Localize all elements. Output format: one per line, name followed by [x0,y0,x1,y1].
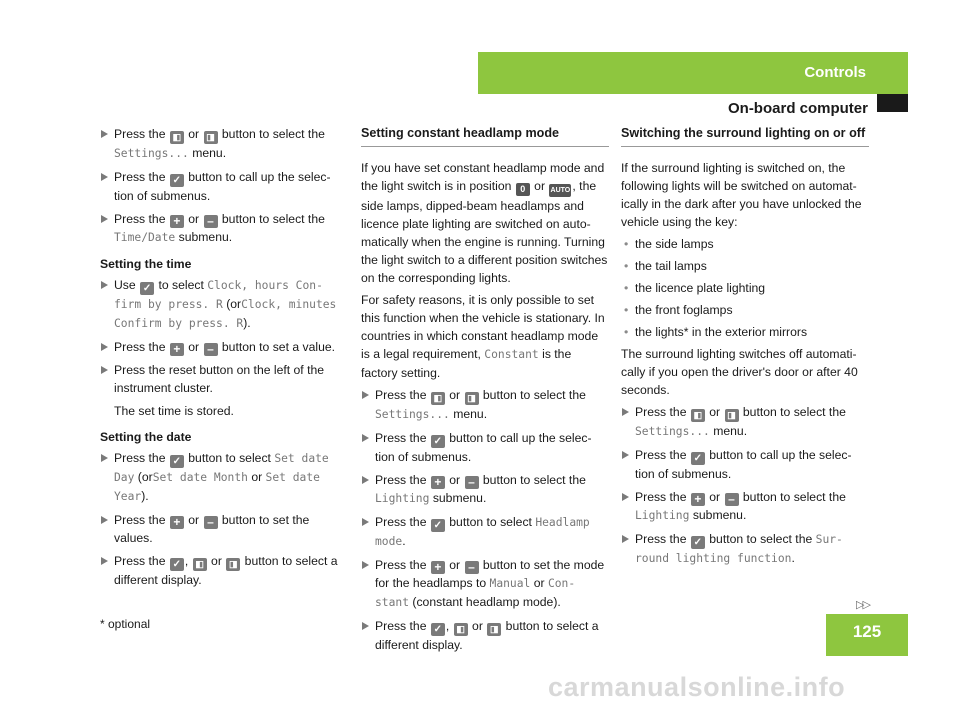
menu-name: Manual [489,577,531,590]
step-call-submenus [100,168,348,205]
text: or [709,490,721,504]
text: Press the [114,212,166,226]
next-button-icon: ◨ [465,392,479,405]
continued-arrows-icon: ▷▷ [856,599,869,611]
text: or [188,212,200,226]
heading-constant-headlamp: Setting constant headlamp mode [361,126,560,140]
plus-button-icon: + [691,493,705,506]
column-1 [100,125,348,594]
plus-button-icon: + [170,516,184,529]
watermark: carmanualsonline.info [548,672,846,702]
text: (or [226,297,242,311]
menu-name: Con- stant [375,577,576,609]
step-select-surround [621,530,869,568]
text: Press the [375,431,427,445]
plus-button-icon: + [431,476,445,489]
header-marker [877,94,908,112]
text: button to call up the selec- tion of submenus. [114,170,331,203]
checkmark-button-icon: ✓ [170,455,184,468]
text: or [188,340,200,354]
text: (constant headlamp mode). [412,595,561,609]
next-button-icon: ◨ [204,131,218,144]
page-title: On-board computer [727,100,868,117]
step-date-set [100,511,348,547]
menu-name: Set date Day [114,452,329,484]
heading-rule [361,146,609,147]
text: Press the [375,619,427,633]
text: button to select the [482,473,586,487]
step-select-settings [621,403,869,441]
optional-footnote: * optional [100,617,151,631]
previous-button-icon: ◧ [170,131,184,144]
text: Press the [635,490,687,504]
step-time-set [100,338,348,356]
text: button to select the [221,127,325,141]
step-select-settings [100,125,348,163]
section-label: Controls [804,64,866,81]
paragraph-intro: If the surround lighting is switched on, the following lights will be switched on automat- ically in the dark after you have unlocked the vehicle using the key: [621,161,862,229]
checkmark-button-icon: ✓ [431,623,445,636]
text: Press the reset button on the left of the instrument cluster. [114,363,325,395]
step-time-reset [100,361,348,397]
menu-name: Set date Year [114,471,320,503]
list-item: • the lights* in the exterior mirrors [621,323,869,341]
text: or [188,127,200,141]
text: . [402,534,406,548]
next-button-icon: ◨ [226,558,240,571]
text: or [533,576,545,590]
text: or [449,558,461,572]
text: or [188,513,200,527]
subheading-date: Setting the date [100,430,192,444]
text: submenu. [432,491,487,505]
text: or [449,473,461,487]
text: Use [114,278,136,292]
list-item: • the side lamps [621,235,869,253]
plus-button-icon: + [431,561,445,574]
heading-rule [621,146,869,147]
checkmark-button-icon: ✓ [431,435,445,448]
menu-name: Clock, hours Con- firm by press. R [114,279,323,311]
previous-button-icon: ◧ [454,623,468,636]
text: button to select [449,515,532,529]
list-item: • the licence plate lighting [621,279,869,297]
page-number: 125 [852,622,882,641]
0-light-switch-icon: 0 [516,183,530,196]
text: is the factory setting. [361,347,572,380]
text: Press the [375,473,427,487]
step-select-headlamp-mode [361,513,609,551]
menu-name: Settings... [635,425,710,438]
menu-name: Lighting [375,492,430,505]
section-tab [478,52,908,94]
text: button to set a value. [221,340,336,354]
text: Press the [635,532,687,546]
paragraph-auto-off: The surround lighting switches off automati- cally if you open the driver's door or after 40 seconds. [621,347,858,397]
text: button to select [188,451,271,465]
menu-name: Set date Month [152,471,248,484]
checkmark-button-icon: ✓ [691,536,705,549]
menu-name: Time/Date [114,231,176,244]
list-item: • the tail lamps [621,257,869,275]
checkmark-button-icon: ✓ [691,452,705,465]
text: ). [141,489,149,503]
step-time-select [100,276,348,333]
previous-button-icon: ◧ [691,409,705,422]
text: Press the [375,515,427,529]
checkmark-button-icon: ✓ [140,282,154,295]
list-item: • the front foglamps [621,301,869,319]
AUTO-light-switch-icon: AUTO [549,184,571,197]
paragraph-intro [361,159,609,287]
text: or [709,405,721,419]
text: If you have set constant headlamp mode and the light switch is in position [361,161,605,193]
column-2 [361,125,609,659]
text: button to select the [742,490,846,504]
text: or [534,179,546,193]
text: menu. [453,407,488,421]
step-select-display [361,617,609,654]
checkmark-button-icon: ✓ [170,174,184,187]
text: submenu. [178,230,233,244]
text: button to select the [709,532,813,546]
previous-button-icon: ◧ [431,392,445,405]
text: button to set the mode for the headlamps to [375,558,605,590]
step-date-display [100,552,348,589]
menu-name: Settings... [114,147,189,160]
text: menu. [192,146,227,160]
menu-name: Sur- round lighting function [635,533,843,565]
step-select-submenu [100,210,348,247]
next-button-icon: ◨ [487,623,501,636]
text: Press the [114,451,166,465]
text: For safety reasons, it is only possible to set this function when the vehicle is stationary. In countries in which constant headlamp mode is a legal requirement, [361,293,605,361]
minus-button-icon: – [204,516,218,529]
menu-name: Constant [484,348,539,361]
time-stored-note: The set time is stored. [114,404,234,418]
text: Press the [114,554,166,568]
text: Press the [375,388,427,402]
checkmark-button-icon: ✓ [170,558,184,571]
text: Press the [375,558,427,572]
text: menu. [713,424,748,438]
text: button to call up the selec- tion of submenus. [635,448,852,481]
step-select-settings [361,386,609,424]
step-set-mode [361,556,609,612]
paragraph-safety [361,291,609,382]
text: submenu. [692,508,747,522]
minus-button-icon: – [204,343,218,356]
text: , the side lamps, dipped-beam headlamps and licence plate lighting are switched on auto- matically when the engine is running. Turning the light switch to a different position switches on the corresponding lights. [361,179,608,285]
step-select-lighting [621,488,869,525]
minus-button-icon: – [465,476,479,489]
minus-button-icon: – [204,215,218,228]
text: button to select a different display. [375,619,599,652]
text: button to select a different display. [114,554,338,587]
text: or [211,554,222,568]
text: Press the [635,448,687,462]
next-button-icon: ◨ [725,409,739,422]
text: Press the [114,170,166,184]
menu-name: Lighting [635,509,690,522]
minus-button-icon: – [725,493,739,506]
text: ). [243,316,251,330]
menu-name: Clock, minutes Confirm by press. R [114,298,337,330]
text: to select [158,278,204,292]
step-call-submenus [361,429,609,466]
text: button to set the values. [114,513,310,545]
plus-button-icon: + [170,215,184,228]
menu-name: Headlamp mode [375,516,590,548]
heading-surround-lighting: Switching the surround lighting on or off [621,126,866,140]
text: Press the [114,127,166,141]
step-date-select [100,449,348,506]
text: button to select the [482,388,586,402]
text: button to select the [221,212,325,226]
subheading-time: Setting the time [100,257,192,271]
plus-button-icon: + [170,343,184,356]
text: . [791,551,795,565]
text: or [472,619,483,633]
previous-button-icon: ◧ [193,558,207,571]
text: , [184,554,189,568]
page-number-box [826,614,908,656]
text: Press the [114,340,166,354]
text: or [449,388,461,402]
text: button to select the [742,405,846,419]
text: Press the [114,513,166,527]
text: button to call up the selec- tion of submenus. [375,431,592,464]
column-3 [621,125,869,573]
minus-button-icon: – [465,561,479,574]
step-select-lighting [361,471,609,508]
checkmark-button-icon: ✓ [431,519,445,532]
step-call-submenus [621,446,869,483]
text: Press the [635,405,687,419]
menu-name: Settings... [375,408,450,421]
text: or [251,470,263,484]
text: (or [137,470,153,484]
text: , [445,619,450,633]
